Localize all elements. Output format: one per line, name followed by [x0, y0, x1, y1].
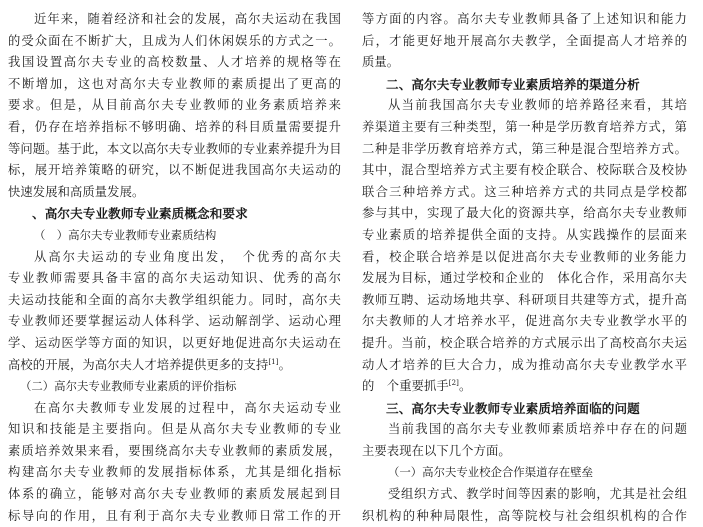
text-line: 发展为目标，通过学校和企业的 体化合作，采用高尔夫 [362, 271, 687, 286]
text-line: 素质培养效果来看，要围绕高尔夫专业教师的素质发展， [8, 443, 341, 458]
section-heading-one: 、高尔夫专业教师专业素质概念和要求 [32, 206, 248, 222]
text-line: 看，仍存在培养指标不够明确、培养的科目质量需要提升 [8, 119, 341, 134]
text-line: 看，校企联合培养是以促进高尔夫专业教师的业务能力 [362, 249, 687, 264]
text-line: 参与其中，实现了最大化的资源共享，给高尔夫专业教师 [362, 206, 687, 221]
subsection-heading-one-one: （ ）高尔夫专业教师专业素质结构 [34, 227, 217, 242]
text-line: 体系的确立，能够对高尔夫专业教师的素质发展起到目 [8, 487, 341, 502]
text-line: 近年来，随着经济和社会的发展，高尔夫运动在我国 [34, 12, 341, 26]
text-line: 知识和技能是主要指向。但是从高尔夫专业教师的专业 [8, 422, 341, 437]
channels-paragraph [362, 95, 687, 397]
text-line: 二种是非学历教育培养方式，第三种是混合型培养方式。 [362, 141, 687, 156]
text-line: 学、运动医学等方面的知识，以更好地促进高尔夫运动在 [8, 335, 341, 350]
text-line: 联合三种培养方式。这三种培养方式的共同点是学校都 [362, 184, 687, 199]
right-column [362, 9, 687, 527]
subsection-heading-one-two: （二）高尔夫专业教师专业素质的评价指标 [20, 379, 237, 394]
text-line [8, 355, 341, 377]
left-column [8, 9, 341, 527]
text-line: 养渠道主要有三种类型，第一种是学历教育培养方式，第 [362, 119, 687, 134]
text-line: 尔夫教师的人才培养水平，促进高尔夫专业教学水平的 [362, 314, 687, 329]
intro-paragraph [8, 9, 341, 203]
text-line: 质量。 [362, 55, 400, 70]
text-line: 专业素质的培养提供全面的支持。从实践操作的层面来 [362, 227, 687, 242]
text-line: 不断增加，这也对高尔夫专业教师的素质提出了更高的 [8, 76, 341, 91]
text-line: 的受众面在不断扩大，且成为人们休闲娱乐的方式之一。 [8, 33, 341, 48]
text-line: 织机构的种种局限性，高等院校与社会组织机构的合作 [362, 508, 687, 523]
text-line: 要求。但是，从目前高尔夫专业教师的业务素质培养来 [8, 98, 341, 113]
text-line: 专业教师需要具备丰富的高尔夫运动知识、优秀的高尔 [8, 271, 341, 286]
line-end: 。 [459, 379, 472, 394]
text-line: 后，才能更好地开展高尔夫教学，全面提高人才培养的 [362, 33, 687, 48]
text-line: 专业教师还要掌握运动人体科学、运动解剖学、运动心理 [8, 314, 341, 329]
evaluation-paragraph [8, 398, 341, 527]
text-line: 教师互聘、运动场地共享、科研项目共建等方式，提升高 [362, 292, 687, 307]
line-end: 。 [278, 357, 291, 372]
citation-marker: [1] [268, 357, 279, 366]
text-line: 受组织方式、教学时间等因素的影响，尤其是社会组 [388, 487, 687, 502]
text-line [362, 376, 687, 398]
text-line: 等方面的内容。高尔夫专业教师具备了上述知识和能力 [362, 12, 687, 26]
citation-marker: [2] [448, 379, 459, 387]
text-line: 我国设置高尔夫专业的高校数量、人才培养的规格等在 [8, 55, 341, 70]
text-line: 当前我国的高尔夫专业教师素质培养中存在的问题 [388, 422, 687, 437]
text-line: 快速发展和高质量发展。 [8, 184, 145, 199]
subsection-heading-three-one: （一）高尔夫专业校企合作渠道存在壁垒 [388, 465, 594, 480]
line-text: 高校的开展，为高尔夫人才培养提供更多的支持 [8, 357, 269, 372]
text-line: 标，展开培养策略的研究，以不断促进我国高尔夫运动的 [8, 163, 341, 178]
text-line: 在高尔夫教师专业发展的过程中，高尔夫运动专业 [34, 400, 341, 415]
text-line: 等问题。基于此，本文以高尔夫专业教师的专业素养提升为目 [8, 141, 341, 156]
text-line: 提升。当前，校企联合培养的方式展示出了高校高尔夫运 [362, 335, 687, 350]
text-line: 其中，混合型培养方式主要有校企联合、校际联合及校协 [362, 163, 687, 178]
text-line: 从高尔夫运动的专业角度出发， 个优秀的高尔夫 [34, 249, 341, 264]
evaluation-paragraph-continued [362, 9, 687, 74]
barrier-paragraph [362, 484, 687, 527]
text-line: 夫运动技能和全面的高尔夫教学组织能力。同时，高尔夫 [8, 292, 341, 307]
section-heading-three: 三、高尔夫专业教师专业素质培养面临的问题 [386, 400, 640, 416]
text-line: 构建高尔夫专业教师的发展指标体系，尤其是细化指标 [8, 465, 341, 480]
section-heading-two: 二、高尔夫专业教师专业素质培养的渠道分析 [386, 76, 640, 92]
text-line: 主要表现在以下几个方面。 [362, 443, 511, 458]
problems-intro-paragraph [362, 419, 687, 462]
line-text: 的 个重要抓手 [362, 379, 449, 394]
text-line: 标导向的作用，且有利于高尔夫专业教师日常工作的开 [8, 508, 341, 523]
structure-paragraph [8, 247, 341, 377]
text-line: 从当前我国高尔夫专业教师的培养路径来看，其培 [388, 98, 687, 113]
text-line: 动人才培养的巨大合力，成为推动高尔夫专业教学水平 [362, 357, 687, 372]
